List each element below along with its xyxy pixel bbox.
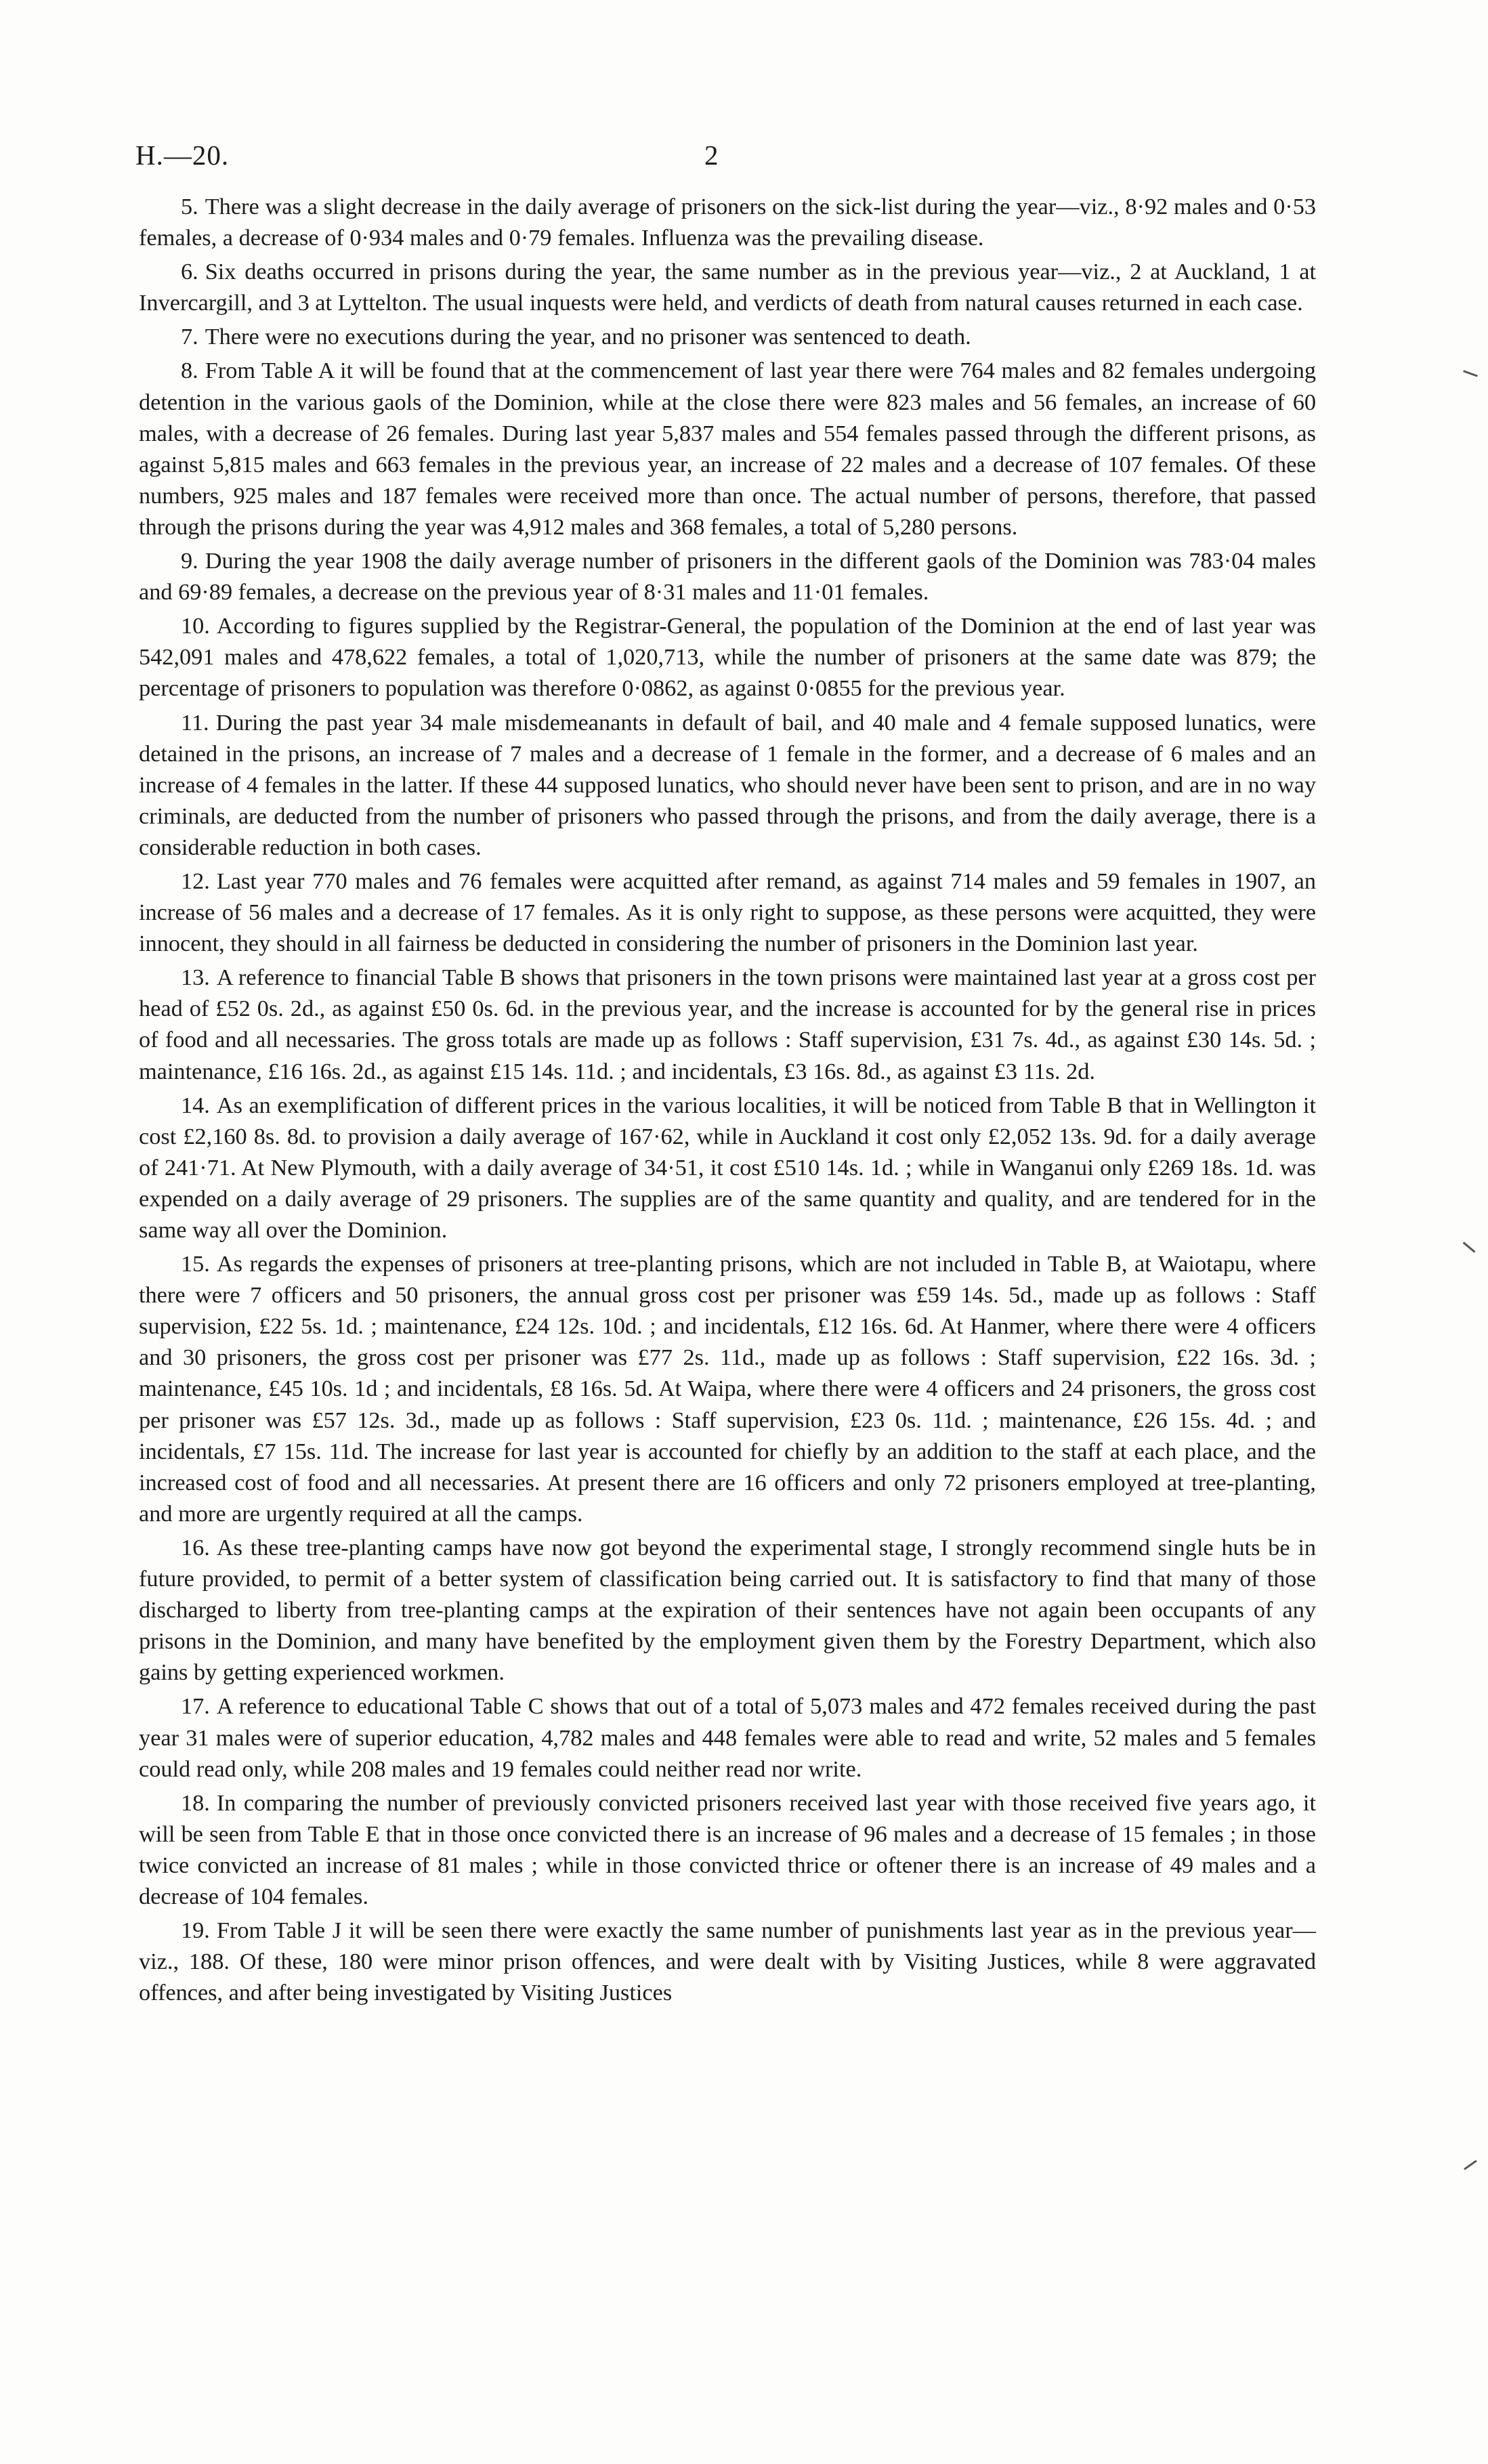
paragraph-text: Last year 770 males and 76 females were acquitted after remand, as against 714 males and 59 females in 1907, an increase of 56 males and a decrease of 17 females. As it is only right to suppose, as these persons were acquitted, they were innocent, they should in all fairness be deducted in considering the number of prisoners in the Dominion last year.: [139, 868, 1316, 957]
paragraph-text: According to figures supplied by the Registrar-General, the population of the Dominion at the end of last year was 542,091 males and 478,622 females, a total of 1,020,713, while the number of prisoners at the same date was 879; the percentage of prisoners to population was therefore 0·0862, as against 0·0855 for the previous year.: [139, 613, 1316, 702]
paragraph-7: [139, 321, 1316, 352]
paragraph-text: As an exemplification of different prices in the various localities, it will be noticed from Table B that in Wellington it cost £2,160 8s. 8d. to provision a daily average of 167·62, while in Auckland it cost only £2,052 13s. 9d. for a daily average of 241·71. At New Plymouth, with a daily average of 34·51, it cost £510 14s. 1d. ; while in Wanganui only £269 18s. 1d. was expended on a daily average of 29 prisoners. The supplies are of the same quantity and quality, and are tendered for in the same way all over the Dominion.: [139, 1092, 1316, 1243]
paragraph-number: 14.: [181, 1092, 210, 1118]
paragraph-19: [139, 1915, 1316, 2008]
paragraph-text: In comparing the number of previously convicted prisoners received last year with those received five years ago, it will be seen from Table E that in those once convicted there is an increase of 96 males and a decrease of 15 females ; in those twice convicted an increase of 81 males ; while in those convicted thrice or oftener there is an increase of 49 males and a decrease of 104 females.: [139, 1789, 1316, 1909]
paragraph-text: There were no executions during the year, and no prisoner was sentenced to death.: [205, 324, 971, 350]
paragraph-text: As these tree-planting camps have now got beyond the experimental stage, I strongly recommend single huts be in future provided, to permit of a better system of classification being carried out. It is satisfactory to find that many of those discharged to liberty from tree-planting camps at the expiration of their sentences have not again been occupants of any prisons in the Dominion, and many have benefited by the employment given them by the Forestry Department, which also gains by getting experienced workmen.: [139, 1534, 1316, 1686]
paragraph-9: [139, 545, 1316, 608]
paragraph-number: 10.: [181, 613, 210, 639]
paragraph-18: [139, 1787, 1316, 1912]
paragraph-number: 7.: [181, 324, 198, 350]
paragraph-15: [139, 1248, 1316, 1529]
paragraph-number: 5.: [181, 194, 198, 219]
paragraph-number: 11.: [181, 709, 209, 736]
paragraph-text: There was a slight decrease in the daily average of prisoners on the sick-list during the year—viz., 8·92 males and 0·53 females, a decrease of 0·934 males and 0·79 females. Influenza was the prevailing disease.: [139, 194, 1316, 251]
paragraph-number: 18.: [181, 1789, 210, 1816]
paragraph-number: 12.: [181, 868, 210, 894]
paragraph-text: A reference to educational Table C shows that out of a total of 5,073 males and 472 females received during the past year 31 males were of superior education, 4,782 males and 448 females were able to read and write, 52 males and 5 females could read only, while 208 males and 19 females could neither read nor write.: [139, 1693, 1316, 1782]
paragraph-number: 13.: [181, 964, 210, 991]
paragraph-number: 19.: [181, 1917, 210, 1944]
margin-mark: [1463, 370, 1478, 377]
paragraph-14: [139, 1090, 1316, 1246]
paragraph-12: [139, 866, 1316, 959]
paragraph-number: 17.: [181, 1693, 210, 1720]
paragraph-text: During the year 1908 the daily average number of prisoners in the different gaols of the Dominion was 783·04 males and 69·89 females, a decrease on the previous year of 8·31 males and 11·01 females.: [139, 548, 1316, 606]
paragraph-text: Six deaths occurred in prisons during the year, the same number as in the previous year—viz., 2 at Auckland, 1 at Invercargill, and 3 at Lyttelton. The usual inquests were held, and verdicts of death from natural causes returned in each case.: [139, 259, 1316, 316]
paragraph-text: A reference to financial Table B shows that prisoners in the town prisons were maintained last year at a gross cost per head of £52 0s. 2d., as against £50 0s. 6d. in the previous year, and the increase is accounted for by the general rise in prices of food and all necessaries. The gross totals are made up as follows : Staff supervision, £31 7s. 4d., as against £30 14s. 5d. ; maintenance, £16 16s. 2d., as against £15 14s. 11d. ; and incidentals, £3 16s. 8d., as against £3 11s. 2d.: [139, 964, 1316, 1084]
paragraph-number: 15.: [181, 1251, 210, 1277]
report-body: [139, 191, 1316, 2008]
page-number: 2: [704, 140, 719, 171]
paragraph-text: As regards the expenses of prisoners at tree-planting prisons, which are not included in Table B, at Waiotapu, where there were 7 officers and 50 prisoners, the annual gross cost per prisoner was £59 14s. 5d., made up as follows : Staff supervision, £22 5s. 1d. ; maintenance, £24 12s. 10d. ; and incidentals, £12 16s. 6d. At Hanmer, where there were 4 officers and 30 prisoners, the gross cost per prisoner was £77 2s. 11d., made up as follows : Staff supervision, £22 16s. 3d. ; maintenance, £45 10s. 1d ; and incidentals, £8 16s. 5d. At Waipa, where there were 4 officers and 24 prisoners, the gross cost per prisoner was £57 12s. 3d., made up as follows : Staff supervision, £23 0s. 11d. ; maintenance, £26 15s. 4d. ; and incidentals, £7 15s. 11d. The increase for last year is accounted for chiefly by an addition to the staff at each place, and the increased cost of food and all necessaries. At present there are 16 officers and only 72 prisoners employed at tree-planting, and more are urgently required at all the camps.: [139, 1251, 1316, 1527]
document-reference: H.—20.: [135, 140, 230, 171]
paragraph-text: From Table J it will be seen there were exactly the same number of punishments last year as in the previous year—viz., 188. Of these, 180 were minor prison offences, and were dealt with by Visiting Justices, while 8 were aggravated offences, and after being investigated by Visiting Justices: [139, 1917, 1316, 2006]
paragraph-text: From Table A it will be found that at the commencement of last year there were 764 males and 82 females undergoing detention in the various gaols of the Dominion, while at the close there were 823 males and 56 females, an increase of 60 males, with a decrease of 26 females. During last year 5,837 males and 554 females passed through the different prisons, as against 5,815 males and 663 females in the previous year, an increase of 22 males and a decrease of 107 females. Of these numbers, 925 males and 187 females were received more than once. The actual number of persons, therefore, that passed through the prisons during the year was 4,912 males and 368 females, a total of 5,280 persons.: [139, 358, 1316, 540]
paragraph-number: 9.: [181, 548, 198, 574]
margin-mark: [1464, 2160, 1477, 2170]
paragraph-10: [139, 610, 1316, 704]
paragraph-17: [139, 1691, 1316, 1784]
paragraph-text: During the past year 34 male misdemeanants in default of bail, and 40 male and 4 female supposed lunatics, were detained in the prisons, an increase of 7 males and a decrease of 1 female in the former, and a decrease of 6 males and an increase of 4 females in the latter. If these 44 supposed lunatics, who should never have been sent to prison, and are in no way criminals, are deducted from the number of prisoners who passed through the prisons, and from the daily average, there is a considerable reduction in both cases.: [139, 709, 1316, 860]
paragraph-16: [139, 1532, 1316, 1688]
paragraph-13: [139, 962, 1316, 1086]
paragraph-5: [139, 191, 1316, 253]
paragraph-8: [139, 355, 1316, 543]
page-header: [135, 139, 1355, 179]
paragraph-number: 6.: [181, 259, 198, 285]
paragraph-11: [139, 707, 1316, 863]
margin-mark: [1463, 1241, 1476, 1252]
paragraph-6: [139, 256, 1316, 318]
paragraph-number: 16.: [181, 1534, 210, 1560]
paragraph-number: 8.: [181, 358, 198, 384]
